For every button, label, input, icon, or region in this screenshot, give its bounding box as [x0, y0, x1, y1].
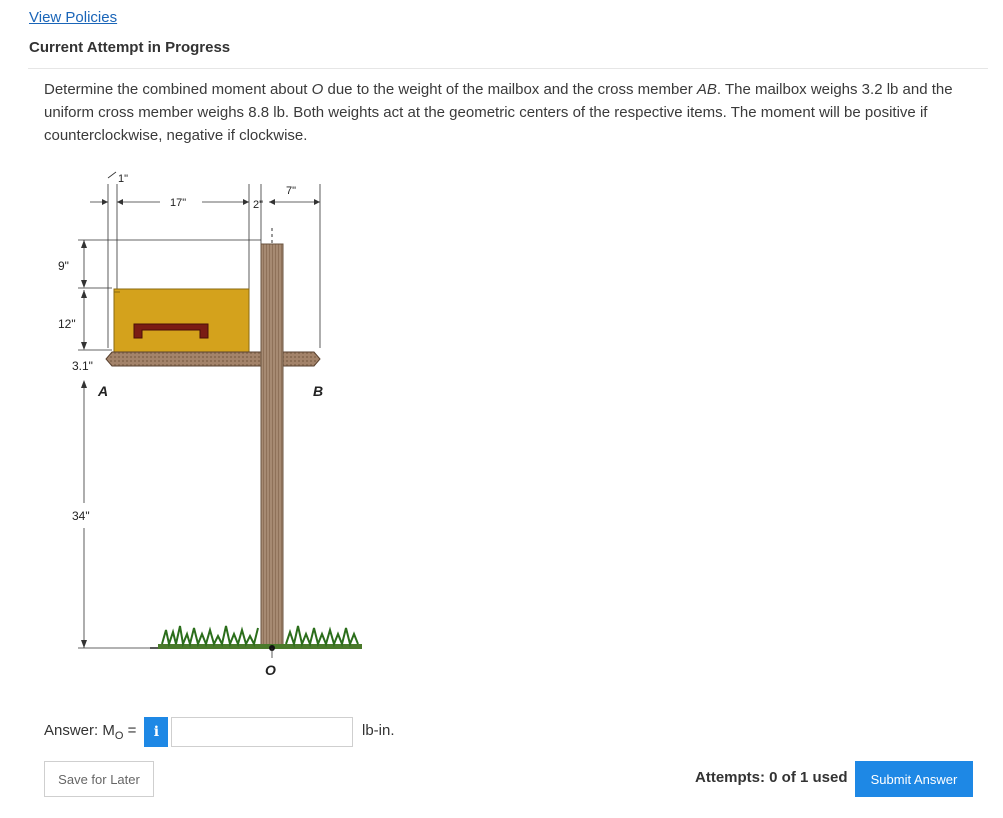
dim-12in-label: 12" [58, 317, 76, 331]
dim-7in-label: 7" [286, 185, 297, 197]
moment-answer-input[interactable] [171, 717, 353, 747]
submit-answer-button[interactable]: Submit Answer [855, 761, 973, 797]
view-policies-link[interactable]: View Policies [29, 9, 118, 26]
answer-label: Answer: $M_O$ = [44, 722, 137, 742]
grass-icon [162, 626, 358, 644]
dim-17in-label: 17" [170, 197, 187, 209]
point-a-label: A [98, 383, 109, 399]
dim-1in-label: 1" [118, 173, 129, 185]
post-shape [261, 244, 283, 648]
dim-3-1in-label: 3.1" [72, 359, 93, 373]
dim-9in-label: 9" [58, 259, 69, 273]
dim-2in-label: 2" [253, 199, 264, 211]
attempts-counter: Attempts: 0 of 1 used [695, 769, 848, 786]
dim-34in-label: 34" [72, 509, 90, 523]
attempt-status-heading: Current Attempt in Progress [29, 39, 231, 56]
point-b-label: B [313, 383, 324, 399]
mailbox-figure [50, 168, 380, 688]
info-icon[interactable]: i [144, 717, 168, 747]
question-text: Determine the combined moment about O due to the weight of the mailbox and the cross member AB. The mailbox weighs 3.2 lb and the uniform cross member weighs 8.8 lb. Both weights act at the geometric centers of the respective items. The moment will be positive if counterclockwise, negative if clockwise. [44, 81, 953, 144]
answer-row [44, 716, 353, 748]
cross-member-ab [106, 352, 320, 366]
point-o-label: O [265, 662, 276, 678]
mailbox-shape [114, 289, 249, 353]
unit-label: lb-in. [362, 722, 395, 739]
save-for-later-button[interactable]: Save for Later [44, 761, 154, 797]
